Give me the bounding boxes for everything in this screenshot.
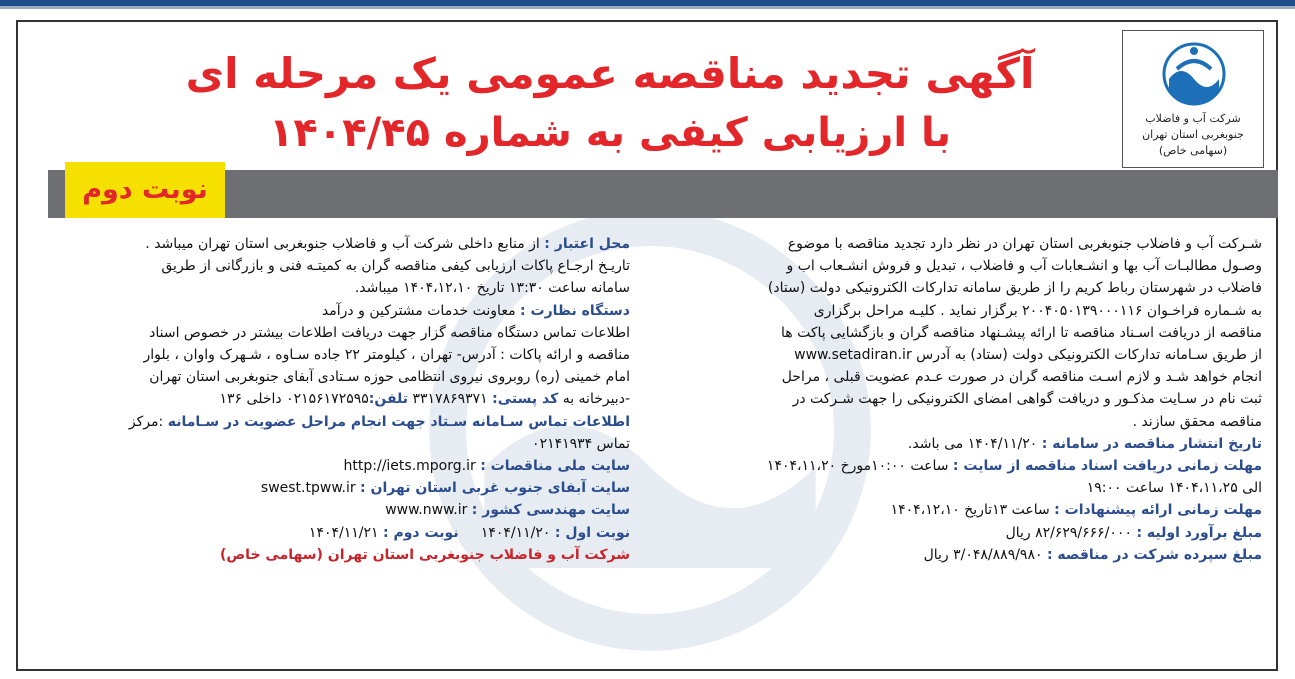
deposit-label: مبلغ سپرده شرکت در مناقصه : [1046, 546, 1262, 563]
first-round-label: نوبت اول : [554, 524, 630, 541]
notice-body-left [40, 233, 630, 566]
body-line: سامانه ساعت ۱۳:۳۰ تاریخ ۱۴۰۴،۱۲،۱۰ میباشد. [354, 280, 630, 297]
second-round-date: ۱۴۰۴/۱۱/۲۱ [308, 524, 379, 541]
body-text: -دبیرخانه به [562, 391, 630, 408]
notice-body-right [640, 233, 1262, 566]
publication-rounds-row [40, 522, 630, 544]
offer-deadline-value: ساعت ۱۳تاریخ ۱۴۰۴،۱۲،۱۰ [890, 502, 1050, 519]
engineering-site-link[interactable]: www.nww.ir [385, 502, 468, 519]
national-site-label: سایت ملی مناقصات : [480, 458, 630, 475]
phone-label: تلفن: [368, 391, 409, 408]
docs-deadline-row [640, 455, 1262, 477]
body-line: ثبت نام در سـایت مذکـور و دریافت گواهی امضای الکترونیکی را جهت شـرکت در [792, 391, 1262, 408]
estimate-label: مبلغ برآورد اولیه : [1136, 524, 1262, 541]
body-line: امام خمینی (ره) روبروی نیروی انتظامی حوزه سـتادی آبفای جنوبغربی استان تهران [149, 369, 630, 386]
offer-deadline-row [640, 499, 1262, 521]
engineering-site-label: سایت مهندسی کشور : [471, 502, 630, 519]
estimate-row [640, 522, 1262, 544]
setad-url: www.setadiran.ir [794, 347, 912, 364]
publish-date-row [640, 433, 1262, 455]
header-gray-band [48, 170, 1278, 218]
deposit-value: ۳/۰۴۸/۸۸۹/۹۸۰ ریال [923, 546, 1043, 563]
water-drop-logo-icon [1159, 39, 1229, 109]
company-name [1127, 111, 1259, 159]
supervisor-row [40, 300, 630, 322]
credit-value: از منابع داخلی شرکت آب و فاضلاب جنوبغربی استان تهران میباشد . [145, 236, 540, 252]
supervisor-value: معاونت خدمات مشترکین و درآمد [321, 302, 516, 319]
offer-deadline-label: مهلت زمانی ارائه پیشنهادات : [1054, 502, 1262, 519]
body-line: تماس ۰۲۱۴۱۹۳۴ [532, 435, 630, 452]
body-line [640, 344, 1262, 366]
body-line: اطلاعات تماس دستگاه مناقصه گزار جهت دریافت اطلاعات بیشتر در خصوص اسناد [149, 324, 630, 341]
body-line: فاضلاب در شهرستان رباط کریم را از طریق سامانه تدارکات الکترونیکی دولت (ستاد) [767, 280, 1262, 297]
abfa-site-row [40, 477, 630, 499]
docs-deadline-value: ساعت ۱۰:۰۰مورخ ۱۴۰۴،۱۱،۲۰ [766, 458, 949, 475]
docs-deadline-row-2: الی ۱۴۰۴،۱۱،۲۵ ساعت ۱۹:۰۰ [1086, 480, 1262, 497]
postal-code-label: کد پستی: [492, 391, 559, 408]
company-name-line3: (سهامی خاص) [1158, 144, 1228, 157]
publish-date-value: ۱۴۰۴/۱۱/۲۰ می باشد. [907, 435, 1038, 452]
body-line: مناقصه محقق سازند . [1132, 413, 1262, 430]
contact-row [40, 388, 630, 410]
national-site-row [40, 455, 630, 477]
docs-deadline-label: مهلت زمانی دریافت اسناد مناقصه از سایت : [952, 458, 1262, 475]
body-line: به شـماره فراخـوان ۲۰۰۴۰۵۰۱۳۹۰۰۰۱۱۶ برگزار نماید . کلیـه مراحل برگزاری [813, 302, 1262, 319]
abfa-site-label: سایت آبفای جنوب غربی استان تهران : [360, 480, 630, 497]
setad-contact-label: اطلاعات تماس سـامانه سـتاد جهت انجام مراحل عضویت در سـامانه [167, 413, 630, 430]
body-text: از طریق سـامانه تدارکات الکترونیکی دولت (ستاد) به آدرس [916, 347, 1262, 364]
abfa-site-link[interactable]: swest.tpww.ir [260, 480, 356, 497]
company-name-line2: جنوبغربی استان تهران [1142, 128, 1244, 141]
first-round-date: ۱۴۰۴/۱۱/۲۰ [480, 524, 551, 541]
credit-label: محل اعتبار : [544, 236, 630, 252]
second-round-label: نوبت دوم : [382, 524, 459, 541]
top-border-accent [0, 6, 1295, 9]
setad-contact-row [40, 411, 630, 433]
body-line: مناقصه و ارائه پاکات : آدرس- تهران ، کیلومتر ۲۲ جاده سـاوه ، شـهرک واوان ، بلوار [143, 347, 630, 364]
publish-date-label: تاریخ انتشار مناقصه در سامانه : [1041, 435, 1262, 452]
company-logo-box [1122, 30, 1264, 168]
body-line: انجام خواهد شـد و لازم اسـت مناقصه گران در صورت عـدم عضویت قبلی ، مراحل [781, 369, 1262, 386]
postal-code-value: ۳۳۱۷۸۶۹۳۷۱ [412, 391, 488, 408]
setad-contact-value: :مرکز [128, 413, 164, 430]
signature-line: شرکت آب و فاضلاب جنوبغربی استان تهران (سهامی خاص) [219, 546, 630, 563]
body-line: شـرکت آب و فاضلاب جنوبغربی استان تهران در نظر دارد تجدید مناقصه با موضوع [787, 236, 1262, 252]
body-line: مناقصه از دریافت اسـناد مناقصه تا ارائه پیشـنهاد مناقصه گران و بازگشایی پاکت ها [781, 324, 1262, 341]
credit-row [40, 233, 630, 255]
deposit-row [640, 544, 1262, 566]
notice-title-line2: با ارزیابی کیفی به شماره ۱۴۰۴/۴۵ [269, 110, 951, 156]
engineering-site-row [40, 499, 630, 521]
supervisor-label: دستگاه نظارت : [520, 302, 630, 319]
round-badge: نوبت دوم [65, 162, 225, 218]
phone-value: ۰۲۱۵۶۱۷۲۵۹۵ داخلی ۱۳۶ [219, 391, 369, 408]
national-site-link[interactable]: http://iets.mporg.ir [343, 458, 476, 475]
body-line: وصـول مطالبـات آب بها و انشـعابات آب و فاضلاب ، تبدیل و فروش انشـعاب اب و [786, 258, 1262, 275]
notice-title-line1: آگهی تجدید مناقصه عمومی یک مرحله ای [185, 49, 1035, 98]
body-line: تاریـخ ارجـاع پاکات ارزیابی کیفی مناقصه گران به کمیتـه فنی و بازرگانی از طریق [161, 258, 630, 275]
company-name-line1: شرکت آب و فاضلاب [1145, 112, 1241, 125]
estimate-value: ۸۲/۶۲۹/۶۶۶/۰۰۰ ریال [1005, 524, 1132, 541]
